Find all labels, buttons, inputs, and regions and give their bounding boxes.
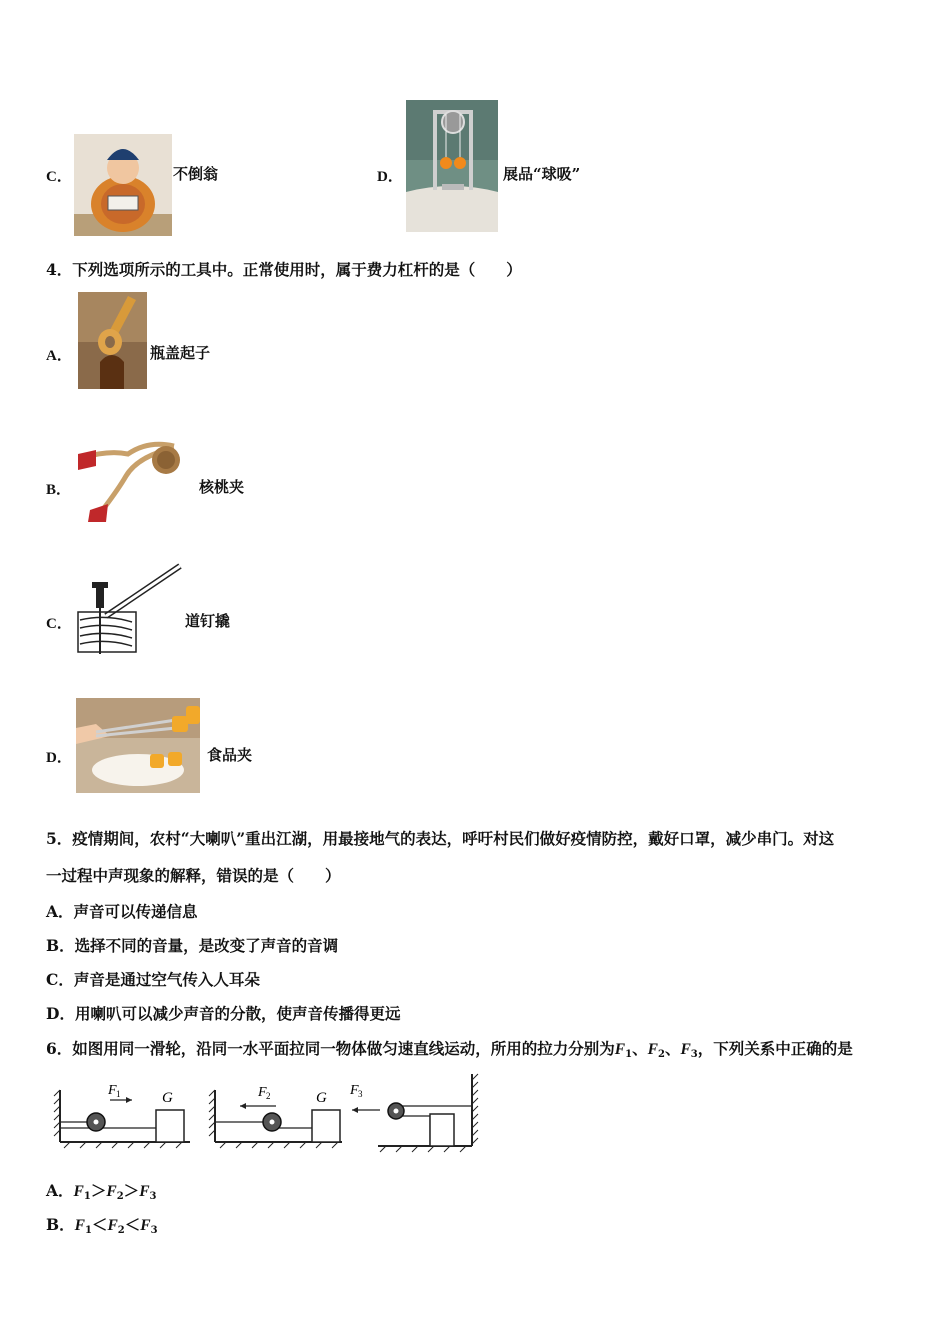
prev-option-c-label: 不倒翁 (173, 165, 219, 183)
q6-stem-f1-sub: 1 (625, 1049, 633, 1060)
q4-option-c-letter: C． (46, 616, 72, 632)
fig-f2-label: F (258, 1085, 267, 1100)
fig-f1-sub: 1 (116, 1089, 121, 1099)
q6-b-op2: ＜ (124, 1215, 141, 1234)
q6-stem-f1: F (614, 1041, 626, 1058)
q6-b-f2: F (107, 1217, 118, 1234)
q6-b-f1-sub: 1 (84, 1225, 92, 1236)
q4-option-d-letter: D． (46, 750, 72, 766)
q6-stem-f2-sub: 2 (657, 1049, 665, 1060)
fig-f1-label: F (108, 1083, 117, 1098)
q6-stem-prefix: 6．如图用同一滑轮，沿同一水平面拉同一物体做匀速直线运动，所用的拉力分别为 (46, 1039, 615, 1058)
q5-option-b: B．选择不同的音量，是改变了声音的音调 (46, 936, 339, 955)
fig-g-label-1: G (162, 1090, 173, 1106)
food-tongs-photo-icon (76, 698, 200, 793)
ball-suction-exhibit-photo-icon (406, 100, 498, 232)
q6-option-a (46, 1181, 157, 1202)
q6-stem-sep1: 、 (632, 1039, 648, 1058)
tumbler-doll-photo-icon (74, 134, 172, 236)
q6-a-f3: F (139, 1183, 150, 1200)
fig-f3-sub: 3 (358, 1089, 363, 1099)
q6-stem-f2: F (647, 1041, 658, 1058)
fig-f3-label: F (350, 1083, 359, 1098)
q6-a-op1: ＞ (90, 1181, 107, 1200)
q6-option-b-letter: B． (46, 1215, 75, 1234)
q5-option-a: A．声音可以传递信息 (46, 902, 198, 921)
prev-option-d-label: 展品“球吸” (503, 165, 581, 183)
q6-stem-sep2: 、 (664, 1039, 681, 1058)
pulley-panel-1 (54, 1083, 190, 1148)
fig-f2-sub: 2 (266, 1091, 271, 1101)
q6-option-a-letter: A． (46, 1181, 74, 1200)
q5-stem-line1: 5．疫情期间，农村“大喇叭”重出江湖，用最接地气的表达，呼吁村民们做好疫情防控，戴好口罩，减少串门。对这 (46, 829, 835, 848)
prev-option-d-letter: D． (377, 169, 403, 185)
q5-option-d: D．用喇叭可以减少声音的分散，使声音传播得更远 (46, 1004, 401, 1023)
q6-a-f3-sub: 3 (149, 1191, 157, 1202)
q6-a-f2: F (106, 1183, 117, 1200)
spike-crowbar-drawing-icon (76, 562, 184, 658)
q4-option-a-letter: A． (46, 348, 72, 364)
q6-b-f3: F (140, 1217, 151, 1234)
q5-stem-line2: 一过程中声现象的解释，错误的是（ ） (46, 866, 341, 885)
prev-option-c-letter: C． (46, 169, 72, 185)
q6-b-f3-sub: 3 (150, 1225, 158, 1236)
q4-stem: 4．下列选项所示的工具中。正常使用时，属于费力杠杆的是（ ） (46, 260, 522, 279)
q5-option-c: C．声音是通过空气传入人耳朵 (46, 970, 260, 989)
q6-b-op1: ＜ (91, 1215, 108, 1234)
q6-b-f2-sub: 2 (117, 1225, 125, 1236)
bottle-opener-photo-icon (78, 292, 147, 389)
q6-a-f1-sub: 1 (83, 1191, 91, 1202)
q4-option-a-label: 瓶盖起子 (150, 344, 211, 362)
q6-a-f2-sub: 2 (116, 1191, 124, 1202)
pulley-panel-2 (209, 1085, 342, 1148)
q6-stem-f3-sub: 3 (690, 1049, 698, 1060)
q6-stem-f3: F (680, 1041, 691, 1058)
q6-a-op2: ＞ (123, 1181, 140, 1200)
q6-stem-suffix: ，下列关系中正确的是 (697, 1039, 853, 1058)
q6-a-f1: F (73, 1183, 84, 1200)
fig-g-label-2: G (316, 1090, 327, 1106)
pulley-figure (50, 1070, 490, 1160)
q6-b-f1: F (74, 1217, 85, 1234)
q4-option-b-letter: B． (46, 482, 72, 498)
q4-option-c-label: 道钉撬 (185, 612, 231, 630)
q4-option-b-label: 核桃夹 (199, 478, 245, 496)
nutcracker-photo-icon (78, 430, 198, 522)
q6-stem (46, 1039, 853, 1060)
pulley-panel-3 (349, 1074, 478, 1152)
q4-option-d-label: 食品夹 (207, 746, 253, 764)
q6-option-b (46, 1215, 158, 1236)
